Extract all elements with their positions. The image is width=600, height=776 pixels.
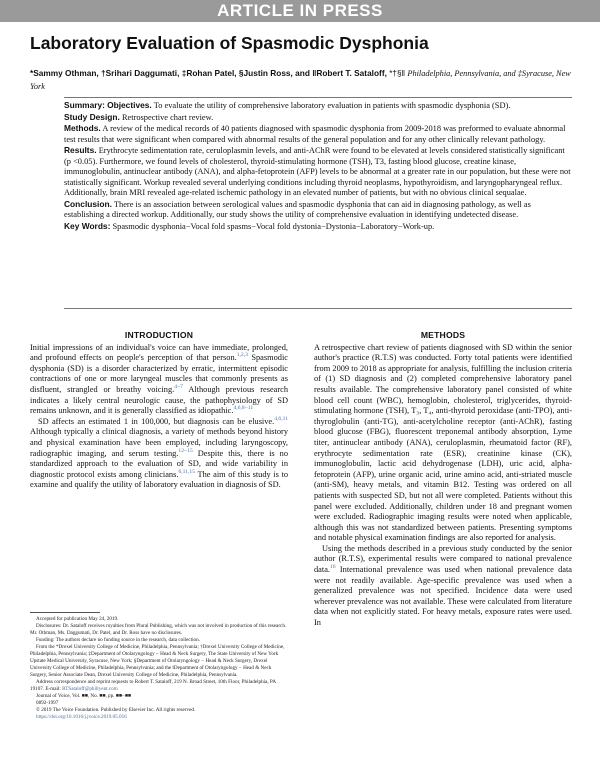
intro-p2-text-a: SD affects an estimated 1 in 100,000, but diagnosis can be elusive. (38, 416, 275, 426)
methods-paragraph-1: A retrospective chart review of patients diagnosed with SD within the senior author's practice (R.T.S) was conducted. Forty total patients were identified from 2009 to 2018 as appropriate for analysis, fulfilling the inclusion criteria of (1) SD diagnosis and (2) completed comprehensive laboratory panel results available. The comprehensive laboratory panel consisted of white blood cell count (WBC), hemoglobin, cholesterol, triglycerides, thyroid-stimulating hormone (TSH), T₃, T₄, anti-thyroid peroxidase (anti-TPO), anti-thyroglobulin (anti-TG), anti-acetylcholine receptor (anti-AChR), fasting blood glucose (FBG), fluorescent treponemal antibody absorption, Lyme titer, antinuclear antibody (ANA), ceruloplasmin, rheumatoid factor (RF), erythrocyte sedimentation rate (ESR), creatinine kinase (CK), immunoglobulin, lactic acid dehydrogenase (LDH), uric acid, alpha-fetoprotein (AFP), urine organic acid, urine amino acid, anti-striated muscle (anti-SM), heavy metals, and vitamin B12. Testing was ordered on all patients with suspected SD, but not all were completed. Patients without this panel were excluded. Additionally, children under 18 and pregnant women were excluded. Radiographic imaging results were noted when applicable, although this was not standardized between patients. Presenting symptoms and notable physical examination findings are also reported for analysis. (314, 342, 572, 543)
citation[interactable]: 1,2,3 (236, 352, 248, 359)
design-label: Study Design. (64, 111, 120, 122)
footnote-affiliations: From the *Drexel University College of Medicine, Philadelphia, Pennsylvania; †Drexel University College of Medicine, Philadelphia, Pennsylvania; ‡Department of Otolaryngology − Head & Neck Surgery, The State University of New York Upstate Medical University, Syracuse, New York; §Department of Otolaryngology − Head & Neck Surgery, Drexel University College of Medicine, Philadelphia, Pennsylvania; and the ‖Department of Otolaryngology − Head & Neck Surgery, Senior Associate Dean, Drexel University College of Medicine, Philadelphia, Pennsylvania. (30, 644, 285, 678)
summary-label: Summary: (64, 100, 105, 110)
footnote-correspondence (30, 679, 288, 693)
footnote-disclosures: Disclosures: Dr. Sataloff receives royalties from Plural Publishing, which was not involved in production of this research. Mr. Othman, Ms. Daggumati, Dr. Patel, and Dr. Ross have no disclosures. (30, 623, 287, 636)
footnote-copyright: © 2019 The Voice Foundation. Published by Elsevier Inc. All rights reserved. (36, 707, 196, 713)
introduction-heading: INTRODUCTION (124, 330, 194, 340)
article-title: Laboratory Evaluation of Spasmodic Dysphonia (30, 33, 429, 53)
author-2: †Srihari Daggumati, (101, 68, 180, 78)
email-link[interactable]: RTSataloff@phillyent.com (62, 686, 118, 692)
abstract-results (64, 145, 572, 199)
methods-heading: METHODS (420, 330, 466, 340)
results-label: Results. (64, 145, 97, 155)
methods-p2-text-a: Using the methods described in a previous study conducted by the senior author (R.T.S), experimental results were compared to national prevalence data. (314, 543, 572, 575)
conclusion-label: Conclusion. (64, 198, 112, 209)
objectives-label: Objectives. (107, 100, 152, 110)
methods-label: Methods. (64, 123, 101, 133)
footnote-funding: Funding: The authors declare no funding source in the research, data collection. (36, 637, 200, 643)
author-3: ‡Rohan Patel, (181, 68, 237, 78)
objectives-text: To evaluate the utility of comprehensive laboratory evaluation in patients with spasmodic dysphonia (SD). (153, 101, 511, 110)
footnotes (30, 616, 288, 721)
correspondence-text: Address correspondence and reprint requests to Robert T. Sataloff, 219 N. Broad Street, 10th Floor, Philadelphia, PA 19107. E-mail: (30, 679, 276, 692)
abstract-objectives (64, 100, 572, 112)
intro-p1-text-a: Initial impressions of an individual's voice can have immediate, prolonged, and profound effects on people's perception of that person. (30, 342, 288, 363)
citation[interactable]: 4,6,11 (274, 415, 288, 422)
doi-link[interactable]: https://doi.org/10.1016/j.jvoice.2019.05.016 (36, 714, 127, 720)
citation[interactable]: 6,11,15 (178, 468, 196, 475)
intro-p1-text-c: Although previous research indicates a likely central neurologic cause, the pathophysiology of SD remains unknown, and it is generally classified as idiopathic. (30, 384, 289, 416)
citation[interactable]: 16 (329, 564, 336, 571)
citation[interactable]: 4−7 (174, 384, 183, 391)
author-5: and ‖Robert T. Sataloff, (295, 68, 387, 78)
intro-p1-text-b: Spasmodic dysphonia (SD) is a disorder characterized by erratic, intermittent episodic contractions of one or more laryngeal muscles that commonly presents as disfluent, strangled or breathy voicing. (30, 353, 288, 394)
left-column (30, 330, 288, 491)
methods-text: A review of the medical records of 40 patients diagnosed with spasmodic dysphonia from 2009-2018 was preformed to evaluate abnormal test results that were significant when compared with abnormal results of the general population and for any other clinically relevant pathology. (64, 124, 566, 144)
keywords-label: Key Words: (64, 220, 111, 231)
footnote-issn: 0892-1997 (36, 700, 59, 706)
abstract-design (64, 112, 572, 124)
intro-p2-text-b: Although typically a clinical diagnosis, a variety of methods beyond history and physical examination have been employed, including laryngoscopy, radiographic imaging, and serum testing. (30, 427, 288, 458)
author-list (30, 67, 575, 93)
intro-paragraph-2 (30, 417, 288, 491)
conclusion-text: There is an association between serological values and spasmodic dysphonia that can aid in diagnosing pathology, as well as establishing a directed workup. Additionally, our study shows the utility of comprehensive evaluation in identifying undetected disease. (64, 199, 531, 219)
footnote-rule (30, 612, 100, 613)
results-text: Erythrocyte sedimentation rate, ceruloplasmin levels, and anti-AChR were found to be elevated at levels considered statistically significant (p <0.05). Furthermore, we found levels of cholesterol, thyroid-stimulating hormone (TSH), T3, fasting blood glucose, creatine kinase, immunoglobulin, antinuclear antibody (ANA), and alpha-fetoprotein (AFP) levels to be abnormal at a greater rate in our population, but these were not statistically significant. Workup revealed several underlying conditions including thyroid neoplasms, hypothyroidism, and laryngopharyngeal reflux. Additionally, brain MRI revealed age-related ischemic pathology in an elevated number of patients, but with no obvious clinical sequalae. (64, 146, 571, 197)
article-in-press-banner: ARTICLE IN PRESS (0, 0, 600, 22)
right-column (314, 330, 572, 629)
author-1: *Sammy Othman, (30, 68, 99, 78)
intro-p2-text-d: The aim of this study is to examine and qualify the utility of laboratory evaluation in diagnosis of SD. (30, 469, 288, 490)
footnote-journal: Journal of Voice, Vol. ■■, No. ■■, pp. ■■−■■ (36, 693, 132, 699)
footnote-accepted: Accepted for publication May 24, 2019. (36, 616, 119, 622)
abstract-methods (64, 123, 572, 145)
abstract-keywords (64, 221, 572, 233)
author-4: §Justin Ross, (238, 68, 293, 78)
methods-p2-text-b: International prevalence was used when national prevalence data were not readily available. Age-specific prevalence was used when a generalized prevalence was not specified. Incidence data were used wherever prevalence was not available. These were calculated from literature data when not explicitly stated. For heavy metals, exposure rates were used. In (314, 565, 572, 628)
citation[interactable]: 4,6,8−11 (233, 405, 254, 412)
citation[interactable]: 12−15 (178, 447, 193, 454)
intro-p2-text-c: Despite this, there is no standardized approach to the evaluation of SD, and wide variability in diagnostic protocol exists among clinicians. (30, 448, 288, 479)
design-text: Retrospective chart review. (121, 112, 214, 122)
abstract-conclusion (64, 199, 572, 221)
abstract (64, 100, 572, 232)
methods-paragraph-2 (314, 544, 572, 629)
abstract-top-rule (64, 97, 572, 98)
abstract-bottom-rule (64, 308, 572, 309)
author-affiliations: Philadelphia, Pennsylvania, and ‡Syracuse, New York (30, 69, 571, 91)
keywords-text: Spasmodic dysphonia−Vocal fold spasms−Vocal fold dystonia−Dystonia−Laboratory−Work-up. (112, 221, 435, 231)
author-5-marks: *†§‖ (389, 68, 406, 78)
intro-paragraph-1 (30, 343, 288, 417)
